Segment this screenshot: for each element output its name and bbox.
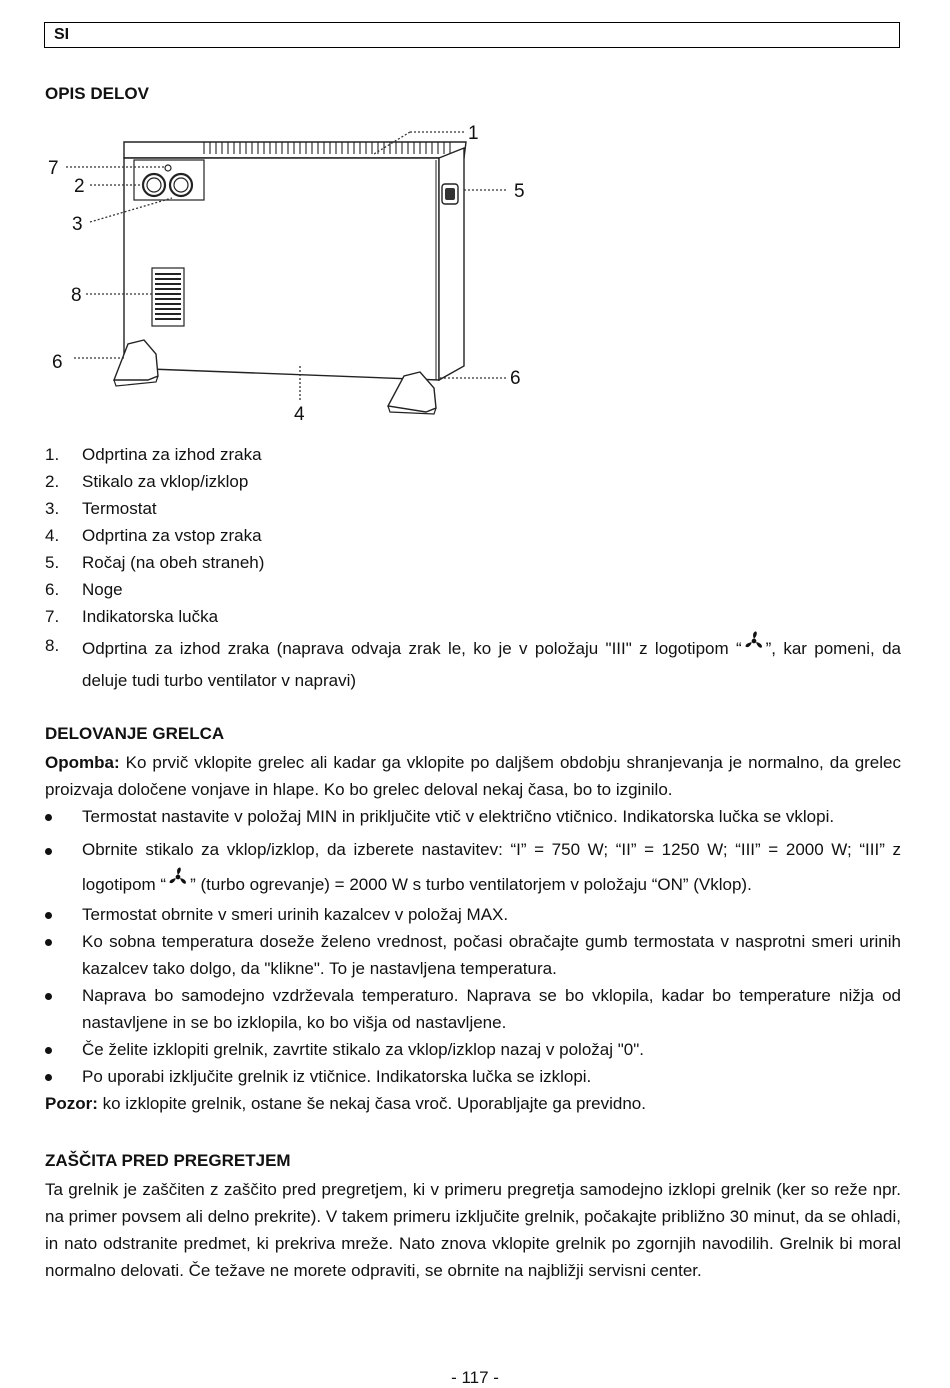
list-item: Termostat nastavite v položaj MIN in priključite vtič v električno vtičnico. Indikatorska lučka se vklopi. xyxy=(45,803,901,830)
parts-list xyxy=(45,441,901,697)
list-item: 8. Odprtina za izhod zraka (naprava odvaja zrak le, ko je v položaju "III" z logotipom “ ”, kar pomeni, da deluje tudi turbo ventilator v napravi) xyxy=(45,630,901,697)
list-item: 4. Odprtina za vstop zraka xyxy=(45,526,262,545)
list-item: Ko sobna temperatura doseže želeno vrednost, počasi obračajte gumb termostata v nasprotni smeri urinih kazalcev tako dolgo, da "klikne". To je nastavljena temperatura. xyxy=(45,928,901,982)
overheat-paragraph: Ta grelnik je zaščiten z zaščito pred pregretjem, ki v primeru pregretja samodejno izklopi grelnik (ker so reže npr. na primer povsem ali delno prekrite). V takem primeru izključite grelnik, počakajte približno 30 minut, da se ohladi, in nato odstranite predmet, ki prekriva mreže. Nato znova vklopite grelnik po zgornjih navodilih. Grelnik bi moral normalno delovati. Če težave ne morete odpraviti, se obrnite na najbližji servisni center. xyxy=(45,1180,901,1280)
note-paragraph xyxy=(45,749,901,803)
list-item: Če želite izklopiti grelnik, zavrtite stikalo za vklop/izklop nazaj v položaj "0". xyxy=(45,1036,901,1063)
list-item: Po uporabi izključite grelnik iz vtičnice. Indikatorska lučka se izklopi. xyxy=(45,1063,901,1090)
callout-label-3: 3 xyxy=(72,214,83,235)
caution-label: Pozor: xyxy=(45,1094,98,1113)
operation-steps xyxy=(45,803,901,1117)
fan-icon xyxy=(167,866,189,888)
callout-label-5: 5 xyxy=(514,181,525,202)
fan-icon xyxy=(743,630,765,652)
overheat-heading: ZAŠČITA PRED PREGRETJEM xyxy=(45,1151,291,1170)
callout-label-8: 8 xyxy=(71,285,82,306)
page-number: - 117 - xyxy=(451,1368,499,1387)
list-item: 1. Odprtina za izhod zraka xyxy=(45,445,262,464)
heater-diagram xyxy=(44,118,544,430)
callout-label-2: 2 xyxy=(74,176,85,197)
list-item: Obrnite stikalo za vklop/izklop, da izberete nastavitev: “I” = 750 W; “II” = 1250 W; “III” = 2000 W; “III” z logotipom “ ” (turbo ogrevanje) = 2000 W s turbo ventilatorjem v položaju “ON” (Vklop). xyxy=(45,834,901,901)
note-text: Ko prvič vklopite grelec ali kadar ga vklopite po daljšem obdobju shranjevanja je normalno, da grelec proizvaja določene vonjave in hlape. Ko bo grelec deloval nekaj časa, bo to izginilo. xyxy=(45,753,901,799)
callout-label-4: 4 xyxy=(294,404,305,425)
callout-label-6-left: 6 xyxy=(52,352,63,373)
list-item: Termostat obrnite v smeri urinih kazalcev v položaj MAX. xyxy=(45,901,901,928)
list-item: 5. Ročaj (na obeh straneh) xyxy=(45,553,265,572)
callout-label-7: 7 xyxy=(48,158,59,179)
language-header xyxy=(44,22,900,48)
caution-text: ko izklopite grelnik, ostane še nekaj časa vroč. Uporabljajte ga previdno. xyxy=(97,1094,646,1113)
callout-label-1: 1 xyxy=(468,123,479,144)
callout-label-6-right: 6 xyxy=(510,368,521,389)
list-item: 2. Stikalo za vklop/izklop xyxy=(45,472,249,491)
list-item: 6. Noge xyxy=(45,580,123,599)
parts-heading: OPIS DELOV xyxy=(45,84,149,103)
list-item: 7. Indikatorska lučka xyxy=(45,607,219,626)
caution-paragraph xyxy=(45,1090,901,1117)
list-item: Naprava bo samodejno vzdrževala temperaturo. Naprava se bo vklopila, kadar bo temperature nižja od nastavljene in se bo izklopila, ko bo višja od nastavljene. xyxy=(45,982,901,1036)
language-code: SI xyxy=(54,26,70,43)
note-label: Opomba: xyxy=(45,753,120,772)
operation-heading: DELOVANJE GRELCA xyxy=(45,724,225,743)
list-item: 3. Termostat xyxy=(45,499,157,518)
